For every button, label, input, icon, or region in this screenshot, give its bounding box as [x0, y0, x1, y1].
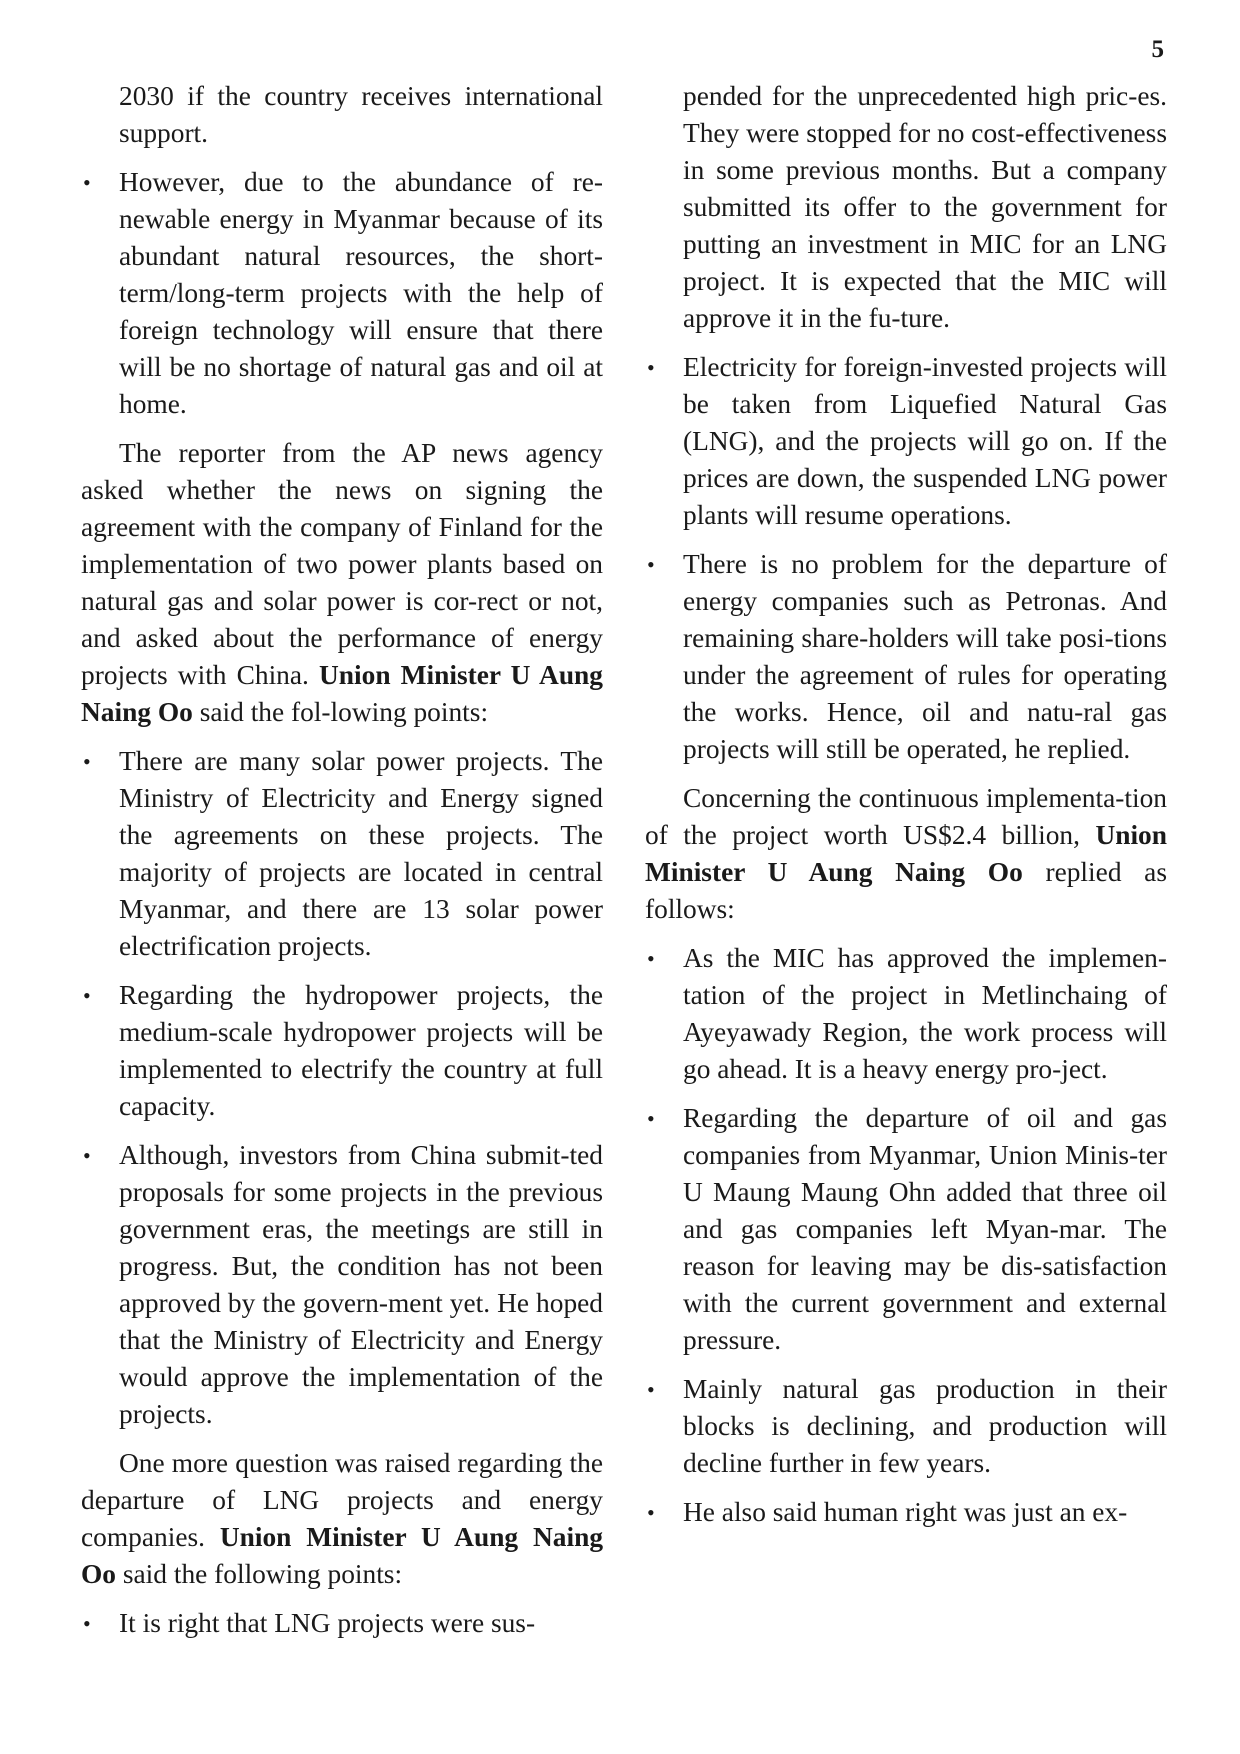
- speaker-name: Union Minister U Aung Naing Oo: [645, 820, 1167, 887]
- bullet-list: [645, 940, 1167, 1531]
- list-item: [645, 1494, 1167, 1531]
- list-item: [645, 349, 1167, 534]
- paragraph-text: The reporter from the AP news agency asked whether the news on signing the agreement with the company of Finland for the implementation of two power plants based on natural gas and solar power is cor-rect or not, and asked about the performance of energy projects with China.: [81, 438, 603, 690]
- paragraph-text: One more question was raised regarding the departure of LNG projects and energy companies.: [81, 1448, 603, 1552]
- left-column: [81, 78, 603, 1654]
- speaker-name: Union Minister U Aung Naing Oo: [81, 660, 603, 727]
- list-item: [81, 977, 603, 1125]
- list-item-text: Regarding the departure of oil and gas companies from Myanmar, Union Minis-ter U Maung Maung Ohn added that three oil and gas companies left Myan-mar. The reason for leaving may be dis-satisfaction with the current government and external pressure.: [683, 1103, 1167, 1355]
- paragraph-text: said the fol-lowing points:: [192, 697, 489, 727]
- speaker-name: Union Minister U Aung Naing Oo: [81, 1522, 604, 1589]
- list-item-text: He also said human right was just an ex-: [683, 1497, 1128, 1527]
- bullet-icon: •: [83, 1611, 91, 1636]
- bullet-list: [81, 164, 603, 423]
- list-item: [645, 546, 1167, 768]
- bullet-icon: •: [83, 749, 91, 774]
- bullet-icon: •: [83, 170, 91, 195]
- list-item-text: There is no problem for the departure of energy companies such as Petronas. And remaining share-holders will take posi-tions under the agreement of rules for operating the works. Hence, oil and natu-ral gas projects will still be operated, he replied.: [683, 549, 1167, 764]
- bullet-icon: •: [83, 983, 91, 1008]
- list-item: [81, 1605, 603, 1642]
- list-item: [645, 940, 1167, 1088]
- list-item-text: Although, investors from China submit-ted proposals for some projects in the previous government eras, the meetings are still in progress. But, the condition has not been approved by the govern-ment yet. He hoped that the Ministry of Electricity and Energy would approve the implementation of the projects.: [119, 1140, 603, 1429]
- bullet-icon: •: [647, 1500, 655, 1525]
- paragraph: [645, 780, 1167, 928]
- bullet-icon: •: [647, 1106, 655, 1131]
- paragraph: [81, 435, 603, 731]
- bullet-icon: •: [647, 355, 655, 380]
- list-item-text: It is right that LNG projects were sus-: [119, 1608, 536, 1638]
- list-item-text: However, due to the abundance of re-newable energy in Myanmar because of its abundant natural resources, the short-term/long-term projects with the help of foreign technology will ensure that there will be no shortage of natural gas and oil at home.: [119, 167, 603, 419]
- bullet-list: [81, 1605, 603, 1642]
- list-item-text: There are many solar power projects. The Ministry of Electricity and Energy signed the agreements on these projects. The majority of projects are located in central Myanmar, and there are 13 solar power electrification projects.: [119, 746, 603, 961]
- list-item-text: Regarding the hydropower projects, the medium-scale hydropower projects will be implemented to electrify the country at full capacity.: [119, 980, 603, 1121]
- continued-bullet-text: pended for the unprecedented high pric-es. They were stopped for no cost-effectiveness in some previous months. But a company submitted its offer to the government for putting an investment in MIC for an LNG project. It is expected that the MIC will approve it in the fu-ture.: [683, 81, 1167, 333]
- continued-bullet-text: 2030 if the country receives international support.: [119, 81, 603, 148]
- right-column: [645, 78, 1167, 1543]
- list-item-text: As the MIC has approved the implemen-tation of the project in Metlinchaing of Ayeyawady Region, the work process will go ahead. It is a heavy energy pro-ject.: [683, 943, 1167, 1084]
- list-item-text: Mainly natural gas production in their blocks is declining, and production will decline further in few years.: [683, 1374, 1167, 1478]
- list-item-text: Electricity for foreign-invested projects will be taken from Liquefied Natural Gas (LNG), and the projects will go on. If the prices are down, the suspended LNG power plants will resume operations.: [683, 352, 1167, 530]
- list-item: [81, 164, 603, 423]
- page-number: 5: [1151, 36, 1164, 63]
- paragraph-text: Concerning the continuous implementa-tion of the project worth US$2.4 billion,: [645, 783, 1167, 850]
- paragraph-text: said the following points:: [116, 1559, 403, 1589]
- bullet-icon: •: [647, 1377, 655, 1402]
- paragraph: [81, 1445, 603, 1593]
- list-item: [81, 1137, 603, 1433]
- bullet-list: [81, 743, 603, 1433]
- list-item: [645, 1100, 1167, 1359]
- paragraph-text: replied as follows:: [645, 857, 1167, 924]
- bullet-icon: •: [83, 1143, 91, 1168]
- bullet-icon: •: [647, 552, 655, 577]
- list-item: [81, 743, 603, 965]
- bullet-list: [645, 349, 1167, 768]
- bullet-icon: •: [647, 946, 655, 971]
- list-item: [645, 1371, 1167, 1482]
